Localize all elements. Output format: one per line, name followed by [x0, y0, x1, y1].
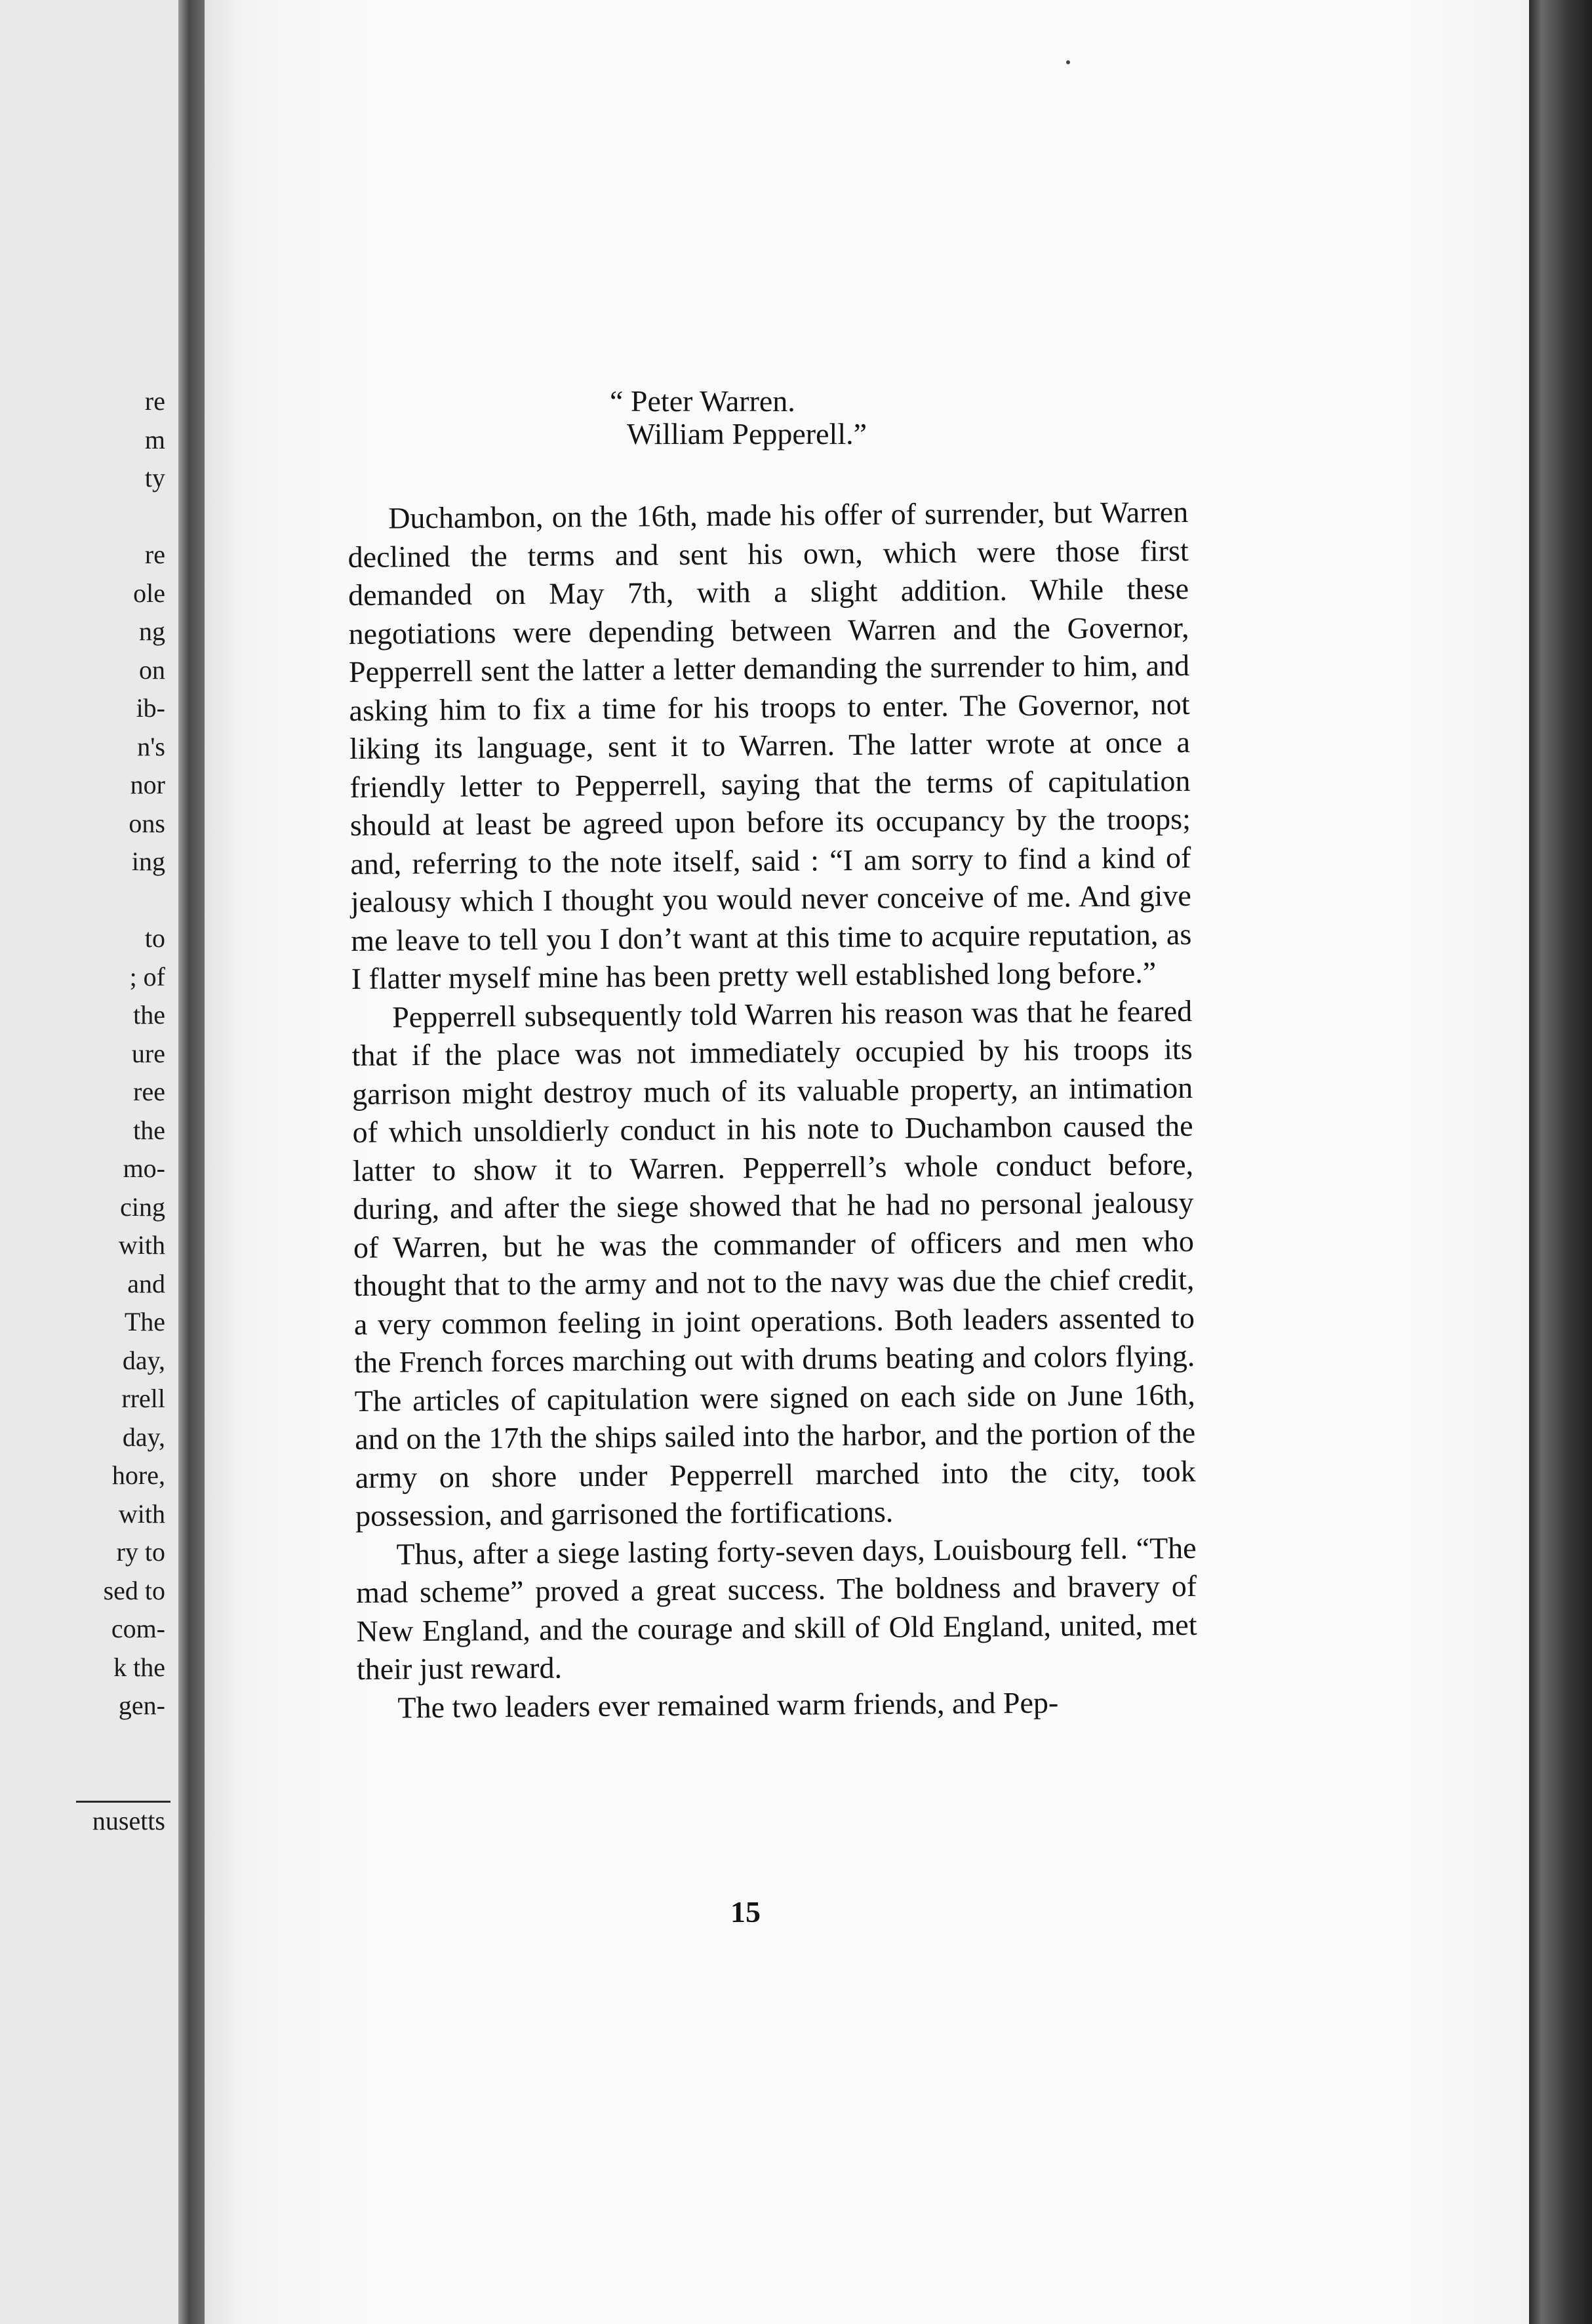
left-page-line: ing — [131, 847, 165, 876]
signature-line-1: “ Peter Warren. — [610, 384, 795, 418]
left-page-line: to — [144, 923, 165, 953]
left-page-footnote-rule — [76, 1801, 170, 1803]
left-page-line: day, — [122, 1345, 165, 1375]
left-page-line: day, — [122, 1422, 165, 1452]
left-page-line: re — [144, 540, 165, 569]
left-page-line: cing — [120, 1192, 165, 1222]
paragraph: Pepperrell subsequently told Warren his reason was that he feared that if the place was not immediately occupied by his troops its garrison might destroy much of its valuable property, an intimation of which unsoldierly conduct in his note to Duchambon caused the latter to show it to Warren. Pepperrell’s whole conduct before, during, and after the siege showed that he had no personal jealousy of Warren, but he was the commander of officers and men who thought that to the army and not to the navy was due the chief credit, a very common feeling in joint operations. Both leaders assented to the French forces marching out with drums beating and colors flying. The articles of capitulation were signed on each side on June 16th, and on the 17th the ships sailed into the harbor, and the portion of the army on shore under Pepperrell marched into the city, took possession, and garrisoned the fortifications. — [351, 993, 1196, 1533]
left-page-line: nor — [130, 770, 165, 799]
left-page-line: ons — [129, 808, 165, 838]
left-page-line: m — [144, 424, 165, 454]
left-page-line: mo- — [123, 1153, 165, 1183]
paragraph: Thus, after a siege lasting forty-seven days, Louisbourg fell. “The mad scheme” proved a great success. The boldness and bravery of New England, and the courage and skill of Old England, united, met their just reward. — [355, 1531, 1197, 1686]
left-page-line: rrell — [121, 1384, 165, 1413]
left-page-fragment — [0, 0, 185, 2324]
left-page-line: n's — [137, 731, 165, 761]
left-page-line: re — [144, 386, 165, 416]
left-page-line: ole — [133, 578, 165, 608]
page-number: 15 — [730, 1895, 761, 1929]
left-page-line: ree — [133, 1077, 165, 1106]
left-page-line: The — [124, 1307, 165, 1336]
left-page-line: nusetts — [92, 1805, 165, 1835]
book-gutter — [178, 0, 205, 2324]
dust-speck — [1066, 60, 1070, 64]
left-page-line: ; of — [129, 961, 165, 992]
paragraph: Duchambon, on the 16th, made his offer of surrender, but Warren declined the terms and sent his own, which were those first demanded on May 7th, with a slight addition. While these negotiations were depending between Warren and the Governor, Pepperrell sent the latter a letter demanding the surrender to him, and asking him to fix a time for his troops to enter. The Governor, not liking its language, sent it to Warren. The latter wrote at once a friendly letter to Pepperrell, saying that the terms of capitulation should at least be agreed upon before its occupancy by the troops; and, referring to the note itself, said : “I am sorry to find a kind of jealousy which I thought you would never conceive of me. And give me leave to tell you I don’t want at this time to acquire reputation, as I flatter myself mine has been pretty well established long before.” — [348, 494, 1192, 995]
left-page-line: hore, — [111, 1460, 165, 1490]
left-page-line: and — [127, 1268, 165, 1298]
left-page-line: com- — [111, 1614, 165, 1643]
left-page-line: ng — [139, 616, 165, 646]
paragraph: The two leaders ever remained warm friends, and Pep- — [397, 1685, 1059, 1724]
left-page-line: ib- — [136, 693, 165, 723]
left-page-line: ty — [144, 463, 165, 492]
body-text — [348, 493, 1198, 1727]
left-page-line: k the — [113, 1652, 165, 1682]
left-page-line: ry to — [116, 1537, 165, 1567]
page-edge-shadow — [1529, 0, 1592, 2324]
left-page-line: gen- — [118, 1691, 165, 1720]
signature-line-2: William Pepperell.” — [627, 417, 867, 451]
left-page-line: sed to — [103, 1575, 165, 1605]
left-page-line: the — [133, 1115, 165, 1145]
left-page-line: ure — [131, 1038, 165, 1068]
left-page-line: with — [118, 1230, 165, 1260]
left-page-line: the — [133, 1000, 165, 1030]
letter-signature — [610, 385, 1003, 451]
left-page-line: with — [118, 1498, 165, 1529]
left-page-line: on — [139, 654, 165, 685]
